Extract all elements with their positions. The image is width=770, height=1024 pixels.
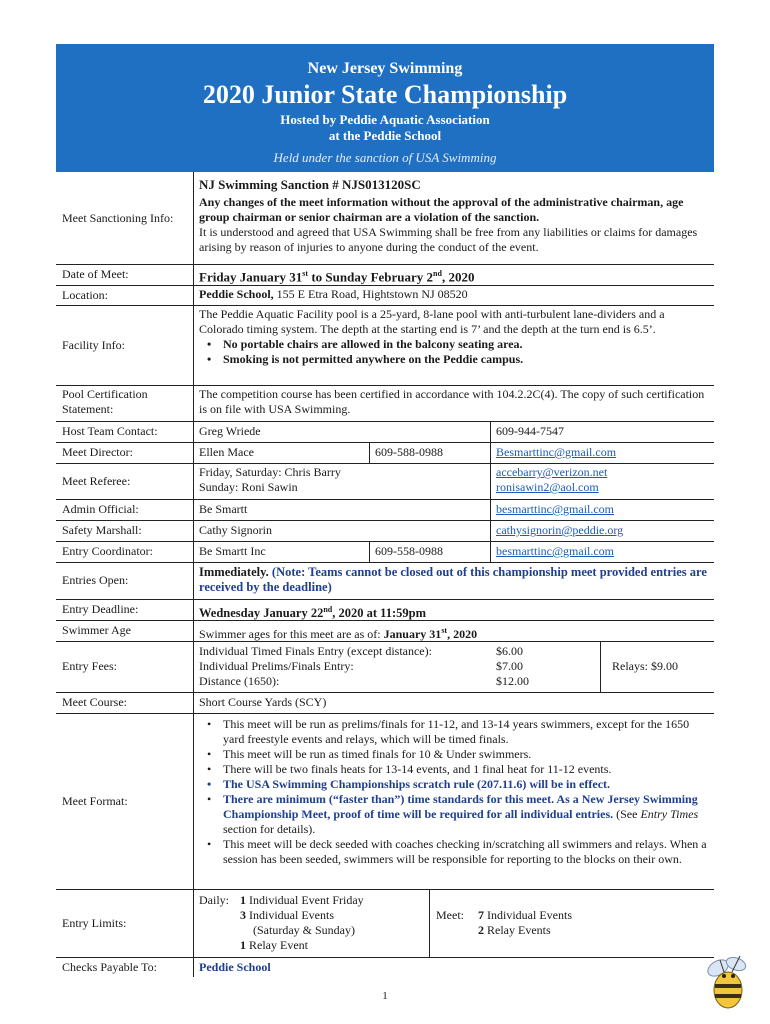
swimmer-age-row — [56, 620, 714, 642]
pool-cert-label: Pool Certification Statement: — [62, 387, 148, 416]
location-value: Peddie School, 155 E Etra Road, Hightstown NJ 08520 — [199, 287, 468, 301]
entry-deadline-label: Entry Deadline: — [62, 602, 139, 616]
pool-cert-row — [56, 385, 714, 422]
fee-item-prelims-finals: Individual Prelims/Finals Entry: — [199, 659, 354, 673]
entry-coordinator-row — [56, 541, 714, 563]
bee-mascot-icon — [700, 950, 756, 1014]
meet-referee-row — [56, 463, 714, 500]
meet-title: 2020 Junior State Championship — [202, 80, 568, 109]
facility-bullet-chairs: • No portable chairs are allowed in the balcony seating area. — [199, 337, 710, 352]
fee-relays: Relays: $9.00 — [612, 659, 678, 673]
entries-open-value: Immediately. (Note: Teams cannot be closed out of this championship meet provided entries are received by the deadline) — [199, 565, 707, 594]
sanction-warning: Any changes of the meet information without the approval of the administrative chairman, age group chairman or senior chairman are a violation of the sanction. — [199, 195, 684, 224]
checks-row — [56, 957, 714, 977]
host-line-1: Hosted by Peddie Aquatic Association — [280, 112, 490, 127]
entry-coordinator-label: Entry Coordinator: — [62, 544, 153, 558]
daily-limit-1: 1 Individual Event Friday — [240, 893, 364, 907]
fee-price-distance: $12.00 — [496, 674, 529, 688]
referee-friday-saturday: Friday, Saturday: Chris Barry — [199, 465, 341, 479]
daily-limits-label: Daily: — [199, 893, 229, 907]
format-bullet-time-standards: • There are minimum (“faster than”) time standards for this meet. As a New Jersey Swimming Championship Meet, proof of time will be required for all individual entries. (See Entry Times section for details). — [199, 792, 710, 837]
safety-marshall-label: Safety Marshall: — [62, 523, 142, 537]
meet-course-label: Meet Course: — [62, 695, 127, 709]
referee-email-1[interactable]: accebarry@verizon.net — [496, 465, 608, 479]
meet-header — [56, 44, 714, 172]
admin-official-name: Be Smartt — [199, 502, 248, 516]
entry-limits-row — [56, 889, 714, 958]
referee-sunday: Sunday: Roni Sawin — [199, 480, 298, 494]
fee-price-prelims-finals: $7.00 — [496, 659, 523, 673]
pool-cert-text: The competition course has been certified in accordance with 104.2.2C(4). The copy of such certification is on file with USA Swimming. — [199, 387, 705, 416]
swimmer-age-value: Swimmer ages for this meet are as of: January 31st, 2020 — [199, 626, 478, 641]
admin-official-email[interactable]: besmarttinc@gmail.com — [496, 502, 615, 516]
safety-marshall-email[interactable]: cathysignorin@peddie.org — [496, 523, 624, 537]
swimmer-age-label: Swimmer Age — [62, 623, 131, 637]
entry-fees-label: Entry Fees: — [62, 659, 117, 673]
sanctioning-row — [56, 172, 714, 265]
location-label: Location: — [62, 287, 108, 302]
facility-bullet-smoking: • Smoking is not permitted anywhere on the Peddie campus. — [199, 352, 710, 367]
entries-open-label: Entries Open: — [62, 573, 129, 587]
entry-coordinator-name: Be Smartt Inc — [199, 544, 266, 558]
host-contact-label: Host Team Contact: — [62, 424, 158, 438]
referee-email-2[interactable]: ronisawin2@aol.com — [496, 480, 599, 494]
location-row — [56, 285, 714, 306]
meet-referee-label: Meet Referee: — [62, 473, 131, 488]
page-number: 1 — [382, 990, 388, 1002]
checks-payee: Peddie School — [199, 960, 271, 974]
entry-deadline-value: Wednesday January 22nd, 2020 at 11:59pm — [199, 605, 426, 621]
entry-limits-label: Entry Limits: — [62, 915, 127, 930]
fee-price-timed-finals: $6.00 — [496, 644, 523, 658]
host-contact-phone: 609-944-7547 — [496, 424, 564, 438]
host-contact-name: Greg Wriede — [199, 424, 261, 438]
format-bullet-prelims: • This meet will be run as prelims/finals for 11-12, and 13-14 years swimmers, except for the 1650 yard freestyle events and relays, which will be timed finals. — [199, 717, 710, 747]
entry-fees-row — [56, 641, 714, 693]
format-bullet-10-under: • This meet will be run as timed finals for 10 & Under swimmers. — [199, 747, 710, 762]
meet-format-label: Meet Format: — [62, 793, 128, 808]
entry-coordinator-email[interactable]: besmarttinc@gmail.com — [496, 544, 615, 558]
host-line-2: at the Peddie School — [328, 128, 442, 143]
meet-director-phone: 609-588-0988 — [375, 445, 443, 459]
sanction-number: NJ Swimming Sanction # NJS013120SC — [199, 177, 421, 192]
format-bullet-finals-heats: • There will be two finals heats for 13-14 events, and 1 final heat for 11-12 events. — [199, 762, 710, 777]
organization-name: New Jersey Swimming — [307, 60, 463, 77]
meet-limit-individual: 7 Individual Events — [478, 908, 572, 922]
meet-limit-relay: 2 Relay Events — [478, 923, 551, 937]
date-row — [56, 264, 714, 286]
admin-official-row — [56, 499, 714, 521]
format-bullet-scratch-rule: • The USA Swimming Championships scratch rule (207.11.6) will be in effect. — [199, 777, 710, 792]
meet-director-name: Ellen Mace — [199, 445, 254, 459]
format-bullet-deck-seeded: • This meet will be deck seeded with coaches checking in/scratching all swimmers and relays. When a session has been seeded, swimmers will be responsible for reporting to the blocks on their own. — [199, 837, 710, 867]
entry-coordinator-phone: 609-558-0988 — [375, 544, 443, 558]
meet-course-row — [56, 692, 714, 714]
fee-item-timed-finals: Individual Timed Finals Entry (except distance): — [199, 644, 432, 658]
facility-label: Facility Info: — [62, 337, 125, 352]
daily-limit-2: 3 Individual Events — [240, 908, 334, 922]
facility-row — [56, 305, 714, 386]
meet-format-row — [56, 713, 714, 890]
entries-open-row — [56, 562, 714, 600]
daily-limit-weekend: (Saturday & Sunday) — [253, 923, 355, 937]
sanctioning-label: Meet Sanctioning Info: — [62, 210, 174, 225]
date-label: Date of Meet: — [62, 267, 129, 281]
meet-director-label: Meet Director: — [62, 445, 133, 459]
meet-limits-label: Meet: — [436, 908, 464, 922]
safety-marshall-name: Cathy Signorin — [199, 523, 273, 537]
entry-deadline-row — [56, 599, 714, 621]
meet-course-value: Short Course Yards (SCY) — [199, 695, 327, 709]
admin-official-label: Admin Official: — [62, 502, 139, 516]
meet-director-row — [56, 442, 714, 464]
safety-marshall-row — [56, 520, 714, 542]
meet-director-email[interactable]: Besmarttinc@gmail.com — [496, 445, 617, 459]
fee-item-distance: Distance (1650): — [199, 674, 280, 688]
sanction-note: Held under the sanction of USA Swimming — [273, 150, 497, 165]
liability-statement: It is understood and agreed that USA Swimming shall be free from any liabilities or claims for damages arising by reason of injuries to anyone during the conduct of the event. — [199, 225, 698, 254]
daily-limit-relay: 1 Relay Event — [240, 938, 308, 952]
checks-label: Checks Payable To: — [62, 959, 157, 974]
meet-dates: Friday January 31st to Sunday February 2nd, 2020 — [199, 269, 475, 285]
facility-description: The Peddie Aquatic Facility pool is a 25-yard, 8-lane pool with anti-turbulent lane-dividers and a Colorado timing system. The depth at the starting end is 7’ and the depth at the turn end is 6.5’. — [199, 307, 665, 336]
host-contact-row — [56, 421, 714, 443]
